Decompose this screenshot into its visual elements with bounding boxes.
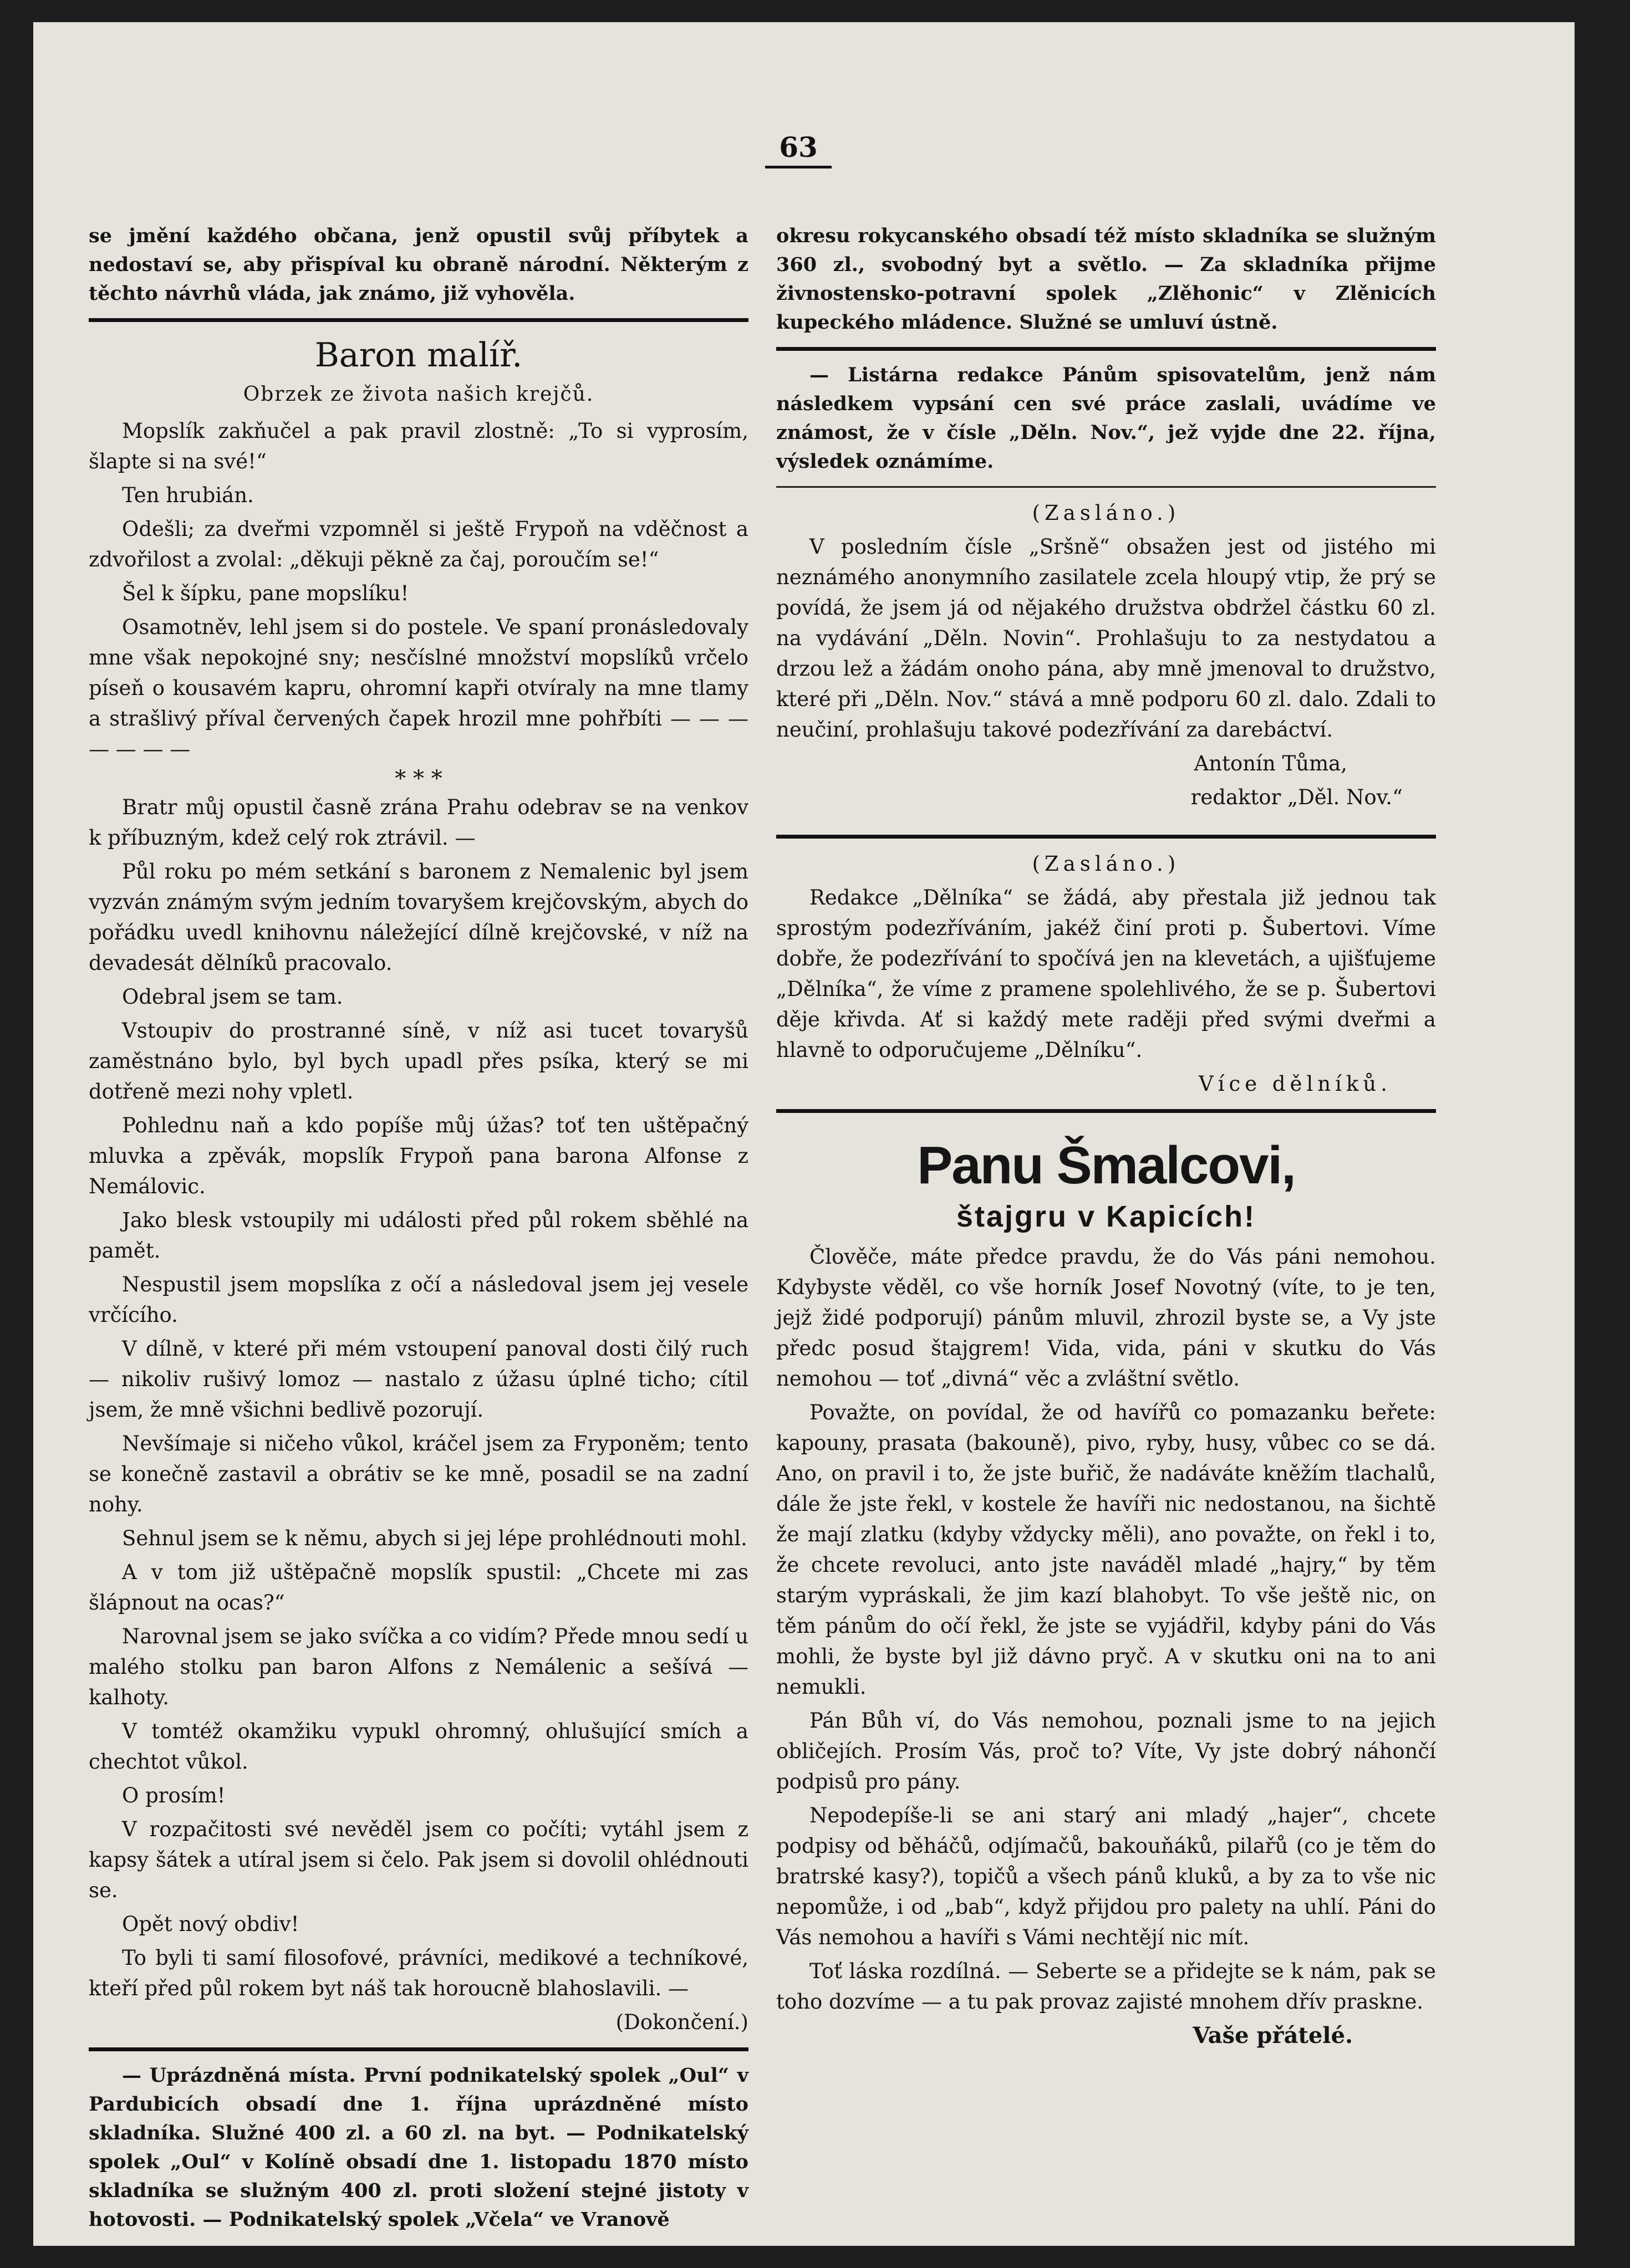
paragraph: Odešli; za dveřmi vzpomněl si ještě Frypoň na vděčnost a zdvořilost a zvolal: „děkuji pěkně za čaj, poroučím se!“ (89, 517, 748, 571)
divider (89, 2047, 748, 2051)
vacancies-notice: — Uprázdněná místa. První podnikatelský spolek „Oul“ v Pardubicích obsadí dne 1. října uprázdněné místo skladníka. Služné 400 zl. a 60 zl. na byt. — Podnikatelský spolek „Oul“ v Kolíně obsadí dne 1. listopadu 1870 místo skladníka se služným 400 zl. proti složení stejné jistoty v hotovosti. — Podnikatelský spolek „Včela“ ve Vranově (89, 2064, 748, 2231)
paragraph: Nevšímaje si ničeho vůkol, kráčel jsem za Fryponěm; tento se konečně zastavil a obrátiv se ke mně, posadil se na zadní nohy. (89, 1432, 748, 1516)
paragraph: A v tom již uštěpačně mopslík spustil: „Chcete mi zas šlápnout na ocas?“ (89, 1560, 748, 1615)
section-stars: * * * (395, 766, 442, 791)
paragraph: V rozpačitosti své nevěděl jsem co počíti; vytáhl jsem z kapsy šátek a utíral jsem si čelo. Pak jsem si dovolil ohlédnouti se. (89, 1817, 748, 1902)
paragraph: Půl roku po mém setkání s baronem z Nemalenic byl jsem vyzván známým svým jedním tovaryšem krejčovským, abych do pořádku uvedl knihovnu náležející dílně krejčovské, v níž na devadesát dělníků pracovalo. (89, 860, 748, 975)
paragraph: Opět nový obdiv! (122, 1912, 299, 1936)
paragraph: Nespustil jsem mopslíka z očí a následoval jsem jej vesele vrčícího. (89, 1273, 748, 1327)
divider (89, 318, 748, 322)
divider (776, 835, 1436, 839)
closing-signature: Vaše přátelé. (1193, 2022, 1353, 2049)
paragraph: Považte, on povídal, že od havířů co pomazanku beřete: kapouny, prasata (bakouně), pivo, ryby, husy, vůbec co se dá. Ano, on pravil i to, že jste buřič, že nadáváte kněžím tlachalů, dále že jste řekl, v kostele že havíři nic nedostanou, na šichtě že mají zlatku (kdyby vždycky měli), ano považte, on řekl i to, že chcete revoluci, anto jste naváděl mladé „hajry,“ by těm starým vypráskali, že jim kazí blahobyt. To vše ještě nic, on těm pánům do očí řekl, že jste se vyjádřil, kdyby páni do Vás mohli, že byste byl již dávno pryč. A v skutku oni na to ani nemukli. (776, 1401, 1436, 1699)
open-letter-title: Panu Šmalcovi, (917, 1136, 1295, 1195)
zaslano-text: V posledním čísle „Sršně“ obsažen jest od jistého mi neznámého anonymního zasilatele zcela hloupý vtip, že prý se povídá, že jsem já od nějakého družstva obdržel částku 60 zl. na vydávání „Děln. Novin“. Prohlašuju to za nestydatou a drzou lež a žádám onoho pána, aby mně jmenoval to družstvo, které při „Děln. Nov.“ stává a mně podporu 60 zl. dalo. Zdali to neučiní, prohlašuju takové podezřívání za darebáctví. (776, 535, 1436, 742)
paragraph: Pán Bůh ví, do Vás nemohou, poznali jsme to na jejich obličejích. Prosím Vás, proč to? Víte, Vy jste dobrý náhončí podpisů pro pány. (776, 1709, 1436, 1794)
zaslano-heading: (Zasláno.) (1032, 501, 1180, 525)
paragraph: Mopslík zakňučel a pak pravil zlostně: „To si vyprosím, šlapte si na své!“ (89, 419, 748, 473)
divider (776, 347, 1436, 351)
left-column (89, 222, 748, 2238)
newspaper-page (33, 22, 1575, 2246)
paragraph: Pohlednu naň a kdo popíše můj úžas? toť ten uštěpačný mluvka a zpěvák, mopslík Frypoň pana barona Alfonse z Nemálovic. (89, 1113, 748, 1198)
paragraph: V tomtéž okamžiku vypukl ohromný, ohlušující smích a chechtot vůkol. (89, 1719, 748, 1774)
zaslano-text: Redakce „Dělníka“ se žádá, aby přestala již jednou tak sprostým podezříváním, jakéž činí proti p. Šubertovi. Víme dobře, že podezřívání to spočívá jen na klevetách, a ujišťujeme „Dělníka“, že víme z pramene spolehlivého, že se p. Šubertovi děje křivda. Ať si každý mete raději před svými dveřmi a hlavně to odporučujeme „Dělníku“. (776, 886, 1436, 1062)
to-be-continued: (Dokončení.) (615, 2010, 748, 2034)
story-title: Baron malíř. (314, 336, 523, 375)
paragraph: Nepodepíše-li se ani starý ani mladý „hajer“, chcete podpisy od běháčů, odjímačů, bakouňáků, pilařů (co je těm do bratrské kasy?), topičů a všech pánů kluků, a by za to vše nic nepomůže, i od „bab“, když přijdou pro palety na uhlí. Páni do Vás nemohou a havíři s Vámi nechtějí nic mít. (776, 1804, 1436, 1949)
paragraph: Jako blesk vstoupily mi události před půl rokem sběhlé na pamět. (89, 1208, 748, 1263)
open-letter-subtitle: štajgru v Kapicích! (956, 1200, 1256, 1233)
right-column (776, 222, 1436, 2054)
paragraph: Narovnal jsem se jako svíčka a co vidím? Přede mnou sedí u malého stolku pan baron Alfons z Nemálenic a sešívá — kalhoty. (89, 1625, 748, 1709)
divider (776, 1109, 1436, 1113)
signature-name: Antonín Tůma, (1194, 752, 1347, 775)
paragraph: O prosím! (122, 1784, 226, 1807)
paragraph: Sehnul jsem se k němu, abych si jej lépe prohlédnouti mohl. (122, 1526, 747, 1550)
intro-paragraph: se jmění každého občana, jenž opustil svůj příbytek a nedostaví se, aby přispíval ku obraně národní. Některým z těchto návrhů vláda, jak známo, již vyhověla. (89, 224, 748, 305)
page-number: 63 (765, 131, 832, 168)
signature: Více dělníků. (1198, 1072, 1392, 1096)
paragraph: To byli ti samí filosofové, právníci, medikové a techníkové, kteří před půl rokem byt náš tak horoucně blahoslavili. — (89, 1946, 748, 2000)
paragraph: Odebral jsem se tam. (122, 985, 343, 1009)
vacancies-continued: okresu rokycanského obsadí též místo skladníka se služným 360 zl., svobodný byt a světlo. — Za skladníka přijme živnostensko-potravní spolek „Zlěhonic“ v Zlěnicích kupeckého mládence. Služné se umluví ústně. (776, 224, 1436, 334)
paragraph: Člověče, máte předce pravdu, že do Vás páni nemohou. Kdybyste věděl, co vše horník Josef Novotný (víte, to je ten, jejž židé podporují) pánům mluvil, zhrozil byste se, a Vy jste předc posud štajgrem! Vida, vida, páni v skutku do Vás nemohou — toť „divná“ věc a zvláštní světlo. (776, 1245, 1436, 1391)
paragraph: V dílně, v které při mém vstoupení panoval dosti čilý ruch — nikoliv rušivý lomoz — nastalo z úžasu úplné ticho; cítil jsem, že mně všichni bedlivě pozorují. (89, 1337, 748, 1422)
paragraph: Ten hrubián. (122, 483, 254, 507)
story-subtitle: Obrzek ze života našich krejčů. (243, 383, 594, 406)
paragraph: Bratr můj opustil časně zrána Prahu odebrav se na venkov k příbuzným, kdež celý rok ztrávil. — (89, 795, 748, 850)
divider (776, 486, 1436, 488)
zaslano-heading: (Zasláno.) (1032, 852, 1180, 876)
paragraph: Toť láska rozdílná. — Seberte se a přidejte se k nám, pak se toho dozvíme — a tu pak provaz zajisté mnohem dřív praskne. (776, 1959, 1436, 2014)
paragraph: Vstoupiv do prostranné síně, v níž asi tucet tovaryšů zaměstnáno bylo, byl bych upadl přes psíka, který se mi dotřeně mezi nohy vpletl. (89, 1019, 748, 1104)
signature-role: redaktor „Děl. Nov.“ (1190, 785, 1403, 809)
paragraph: Šel k šípku, pane mopslíku! (122, 581, 409, 605)
editorial-letters: — Listárna redakce Pánům spisovatelům, jenž nám následkem vypsání cen své práce zaslali, uvádíme ve známost, že v čísle „Děln. Nov.“, jež vyjde dne 22. října, výsledek oznámíme. (776, 364, 1436, 473)
paragraph: Osamotněv, lehl jsem si do postele. Ve spaní pronásledovaly mne však nepokojné sny; nesčíslné množství mopslíků vrčelo píseň o kousavém kapru, ohromní kapři otvíraly na mne tlamy a strašlivý příval červených čapek hrozil mne pohřbíti — — — — — — — (89, 615, 748, 761)
